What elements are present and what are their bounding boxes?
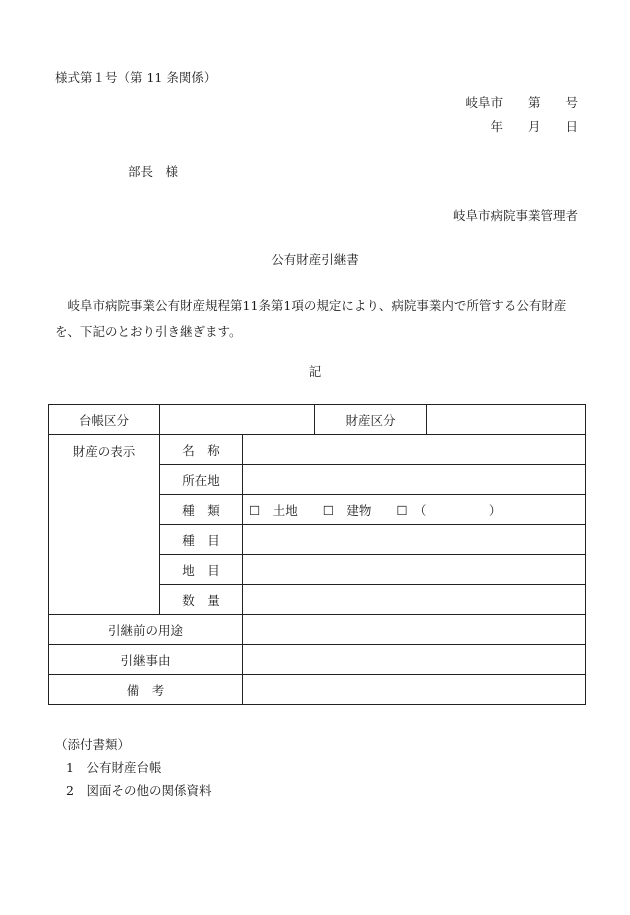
property-transfer-table	[48, 404, 586, 705]
reason-value-cell[interactable]	[243, 645, 586, 675]
table-row	[49, 435, 586, 465]
category-value-cell[interactable]	[243, 525, 586, 555]
form-number: 様式第１号（第 11 条関係）	[55, 70, 217, 85]
quantity-label: 数 量	[160, 585, 243, 615]
ledger-value-cell[interactable]	[160, 405, 315, 435]
attachment-item: 2 図面その他の関係資料	[66, 783, 212, 798]
location-value-cell[interactable]	[243, 465, 586, 495]
property-class-label: 財産区分	[315, 405, 427, 435]
prior-use-label: 引継前の用途	[49, 615, 243, 645]
land-category-value-cell[interactable]	[243, 555, 586, 585]
date-line: 年 月 日	[490, 119, 578, 134]
property-display-label: 財産の表示	[49, 435, 160, 615]
attachment-item: 1 公有財産台帳	[66, 760, 162, 775]
sender: 岐阜市病院事業管理者	[452, 208, 578, 223]
attachments-heading: （添付書類）	[55, 737, 131, 752]
remarks-label: 備 考	[49, 675, 243, 705]
table-row	[49, 615, 586, 645]
category-label: 種 目	[160, 525, 243, 555]
kind-label: 種 類	[160, 495, 243, 525]
remarks-value-cell[interactable]	[243, 675, 586, 705]
reason-label: 引継事由	[49, 645, 243, 675]
land-category-label: 地 目	[160, 555, 243, 585]
quantity-value-cell[interactable]	[243, 585, 586, 615]
ki-mark: 記	[308, 364, 322, 379]
issuer-number-line: 岐阜市 第 号	[465, 95, 578, 110]
table-row	[49, 675, 586, 705]
property-class-value-cell[interactable]	[427, 405, 586, 435]
addressee: 部長 様	[128, 164, 179, 179]
table-row	[49, 645, 586, 675]
table-row	[49, 405, 586, 435]
name-value-cell[interactable]	[243, 435, 586, 465]
kind-options[interactable]: ☐ 土地 ☐ 建物 ☐ （ ）	[243, 495, 586, 525]
ledger-label: 台帳区分	[49, 405, 160, 435]
location-label: 所在地	[160, 465, 243, 495]
document-title: 公有財産引継書	[271, 252, 359, 267]
name-label: 名 称	[160, 435, 243, 465]
prior-use-value-cell[interactable]	[243, 615, 586, 645]
body-paragraph: 岐阜市病院事業公有財産規程第11条第1項の規定により、病院事業内で所管する公有財産を、下記のとおり引き継ぎます。	[55, 298, 567, 339]
